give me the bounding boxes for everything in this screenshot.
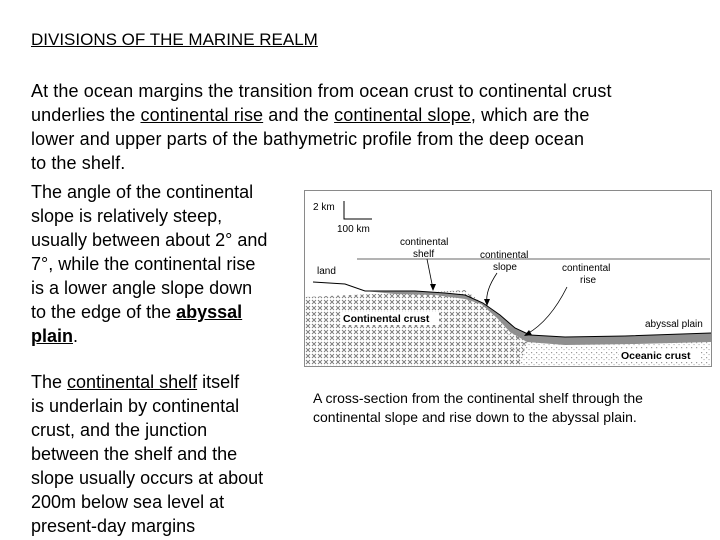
scale-horizontal-label: 100 km [337,224,370,235]
slope-line: usually between about 2° and [31,230,268,250]
rise-arrow [527,287,567,334]
scale-bar [344,201,372,219]
caption-line: continental slope and rise down to the abyssal plain. [313,409,637,425]
shelf-line: is underlain by continental [31,396,240,416]
slope-paragraph [31,180,301,348]
rise-label-line1: continental [562,263,611,274]
intro-line: to the shelf. [31,153,126,173]
term-abyssal: abyssal [176,302,243,322]
slope-label-line2: slope [493,262,517,273]
intro-line [31,103,711,127]
slope-label-line1: continental [480,250,529,261]
shelf-label-line1: continental [400,237,449,248]
intro-text: underlies the [31,105,141,125]
shelf-text: The [31,372,68,392]
intro-line: lower and upper parts of the bathymetric profile from the deep ocean [31,129,585,149]
slope-line [31,324,301,348]
shelf-paragraph [31,370,301,538]
shelf-text: itself [197,372,240,392]
cross-section-diagram [305,191,711,366]
slope-arrow [487,273,497,303]
intro-paragraph [31,79,711,175]
shelf-line: slope usually occurs at about [31,468,264,488]
continental-crust-area [305,290,527,366]
land-label: land [317,266,336,277]
slope-line: The angle of the continental [31,182,254,202]
rise-label-line2: rise [580,275,597,286]
shelf-line: present-day margins [31,516,196,536]
slope-text: to the edge of the [31,302,177,322]
term-continental-rise: continental rise [140,105,264,125]
intro-text: , which are the [470,105,590,125]
slope-line [31,300,301,324]
figure-caption [313,389,713,427]
continental-crust-label: Continental crust [343,313,430,325]
term-continental-shelf: continental shelf [67,372,198,392]
shelf-line: crust, and the junction [31,420,208,440]
abyssal-plain-label: abyssal plain [645,319,703,330]
term-continental-slope: continental slope [334,105,471,125]
intro-text: and the [263,105,335,125]
slope-line: 7°, while the continental rise [31,254,256,274]
term-plain: plain [31,326,74,346]
scale-vertical-label: 2 km [313,202,335,213]
cross-section-figure [304,190,712,367]
slope-text: . [73,326,79,346]
shelf-line: between the shelf and the [31,444,238,464]
caption-line: A cross-section from the continental shelf through the [313,390,643,406]
slope-line: is a lower angle slope down [31,278,253,298]
shelf-line: 200m below sea level at [31,492,225,512]
page-title: DIVISIONS OF THE MARINE REALM [31,30,318,49]
shelf-line [31,370,301,394]
intro-line: At the ocean margins the transition from ocean crust to continental crust [31,81,612,101]
slope-line: slope is relatively steep, [31,206,223,226]
shelf-arrowhead [430,284,436,291]
oceanic-crust-label: Oceanic crust [621,350,691,362]
shelf-label-line2: shelf [413,249,435,260]
